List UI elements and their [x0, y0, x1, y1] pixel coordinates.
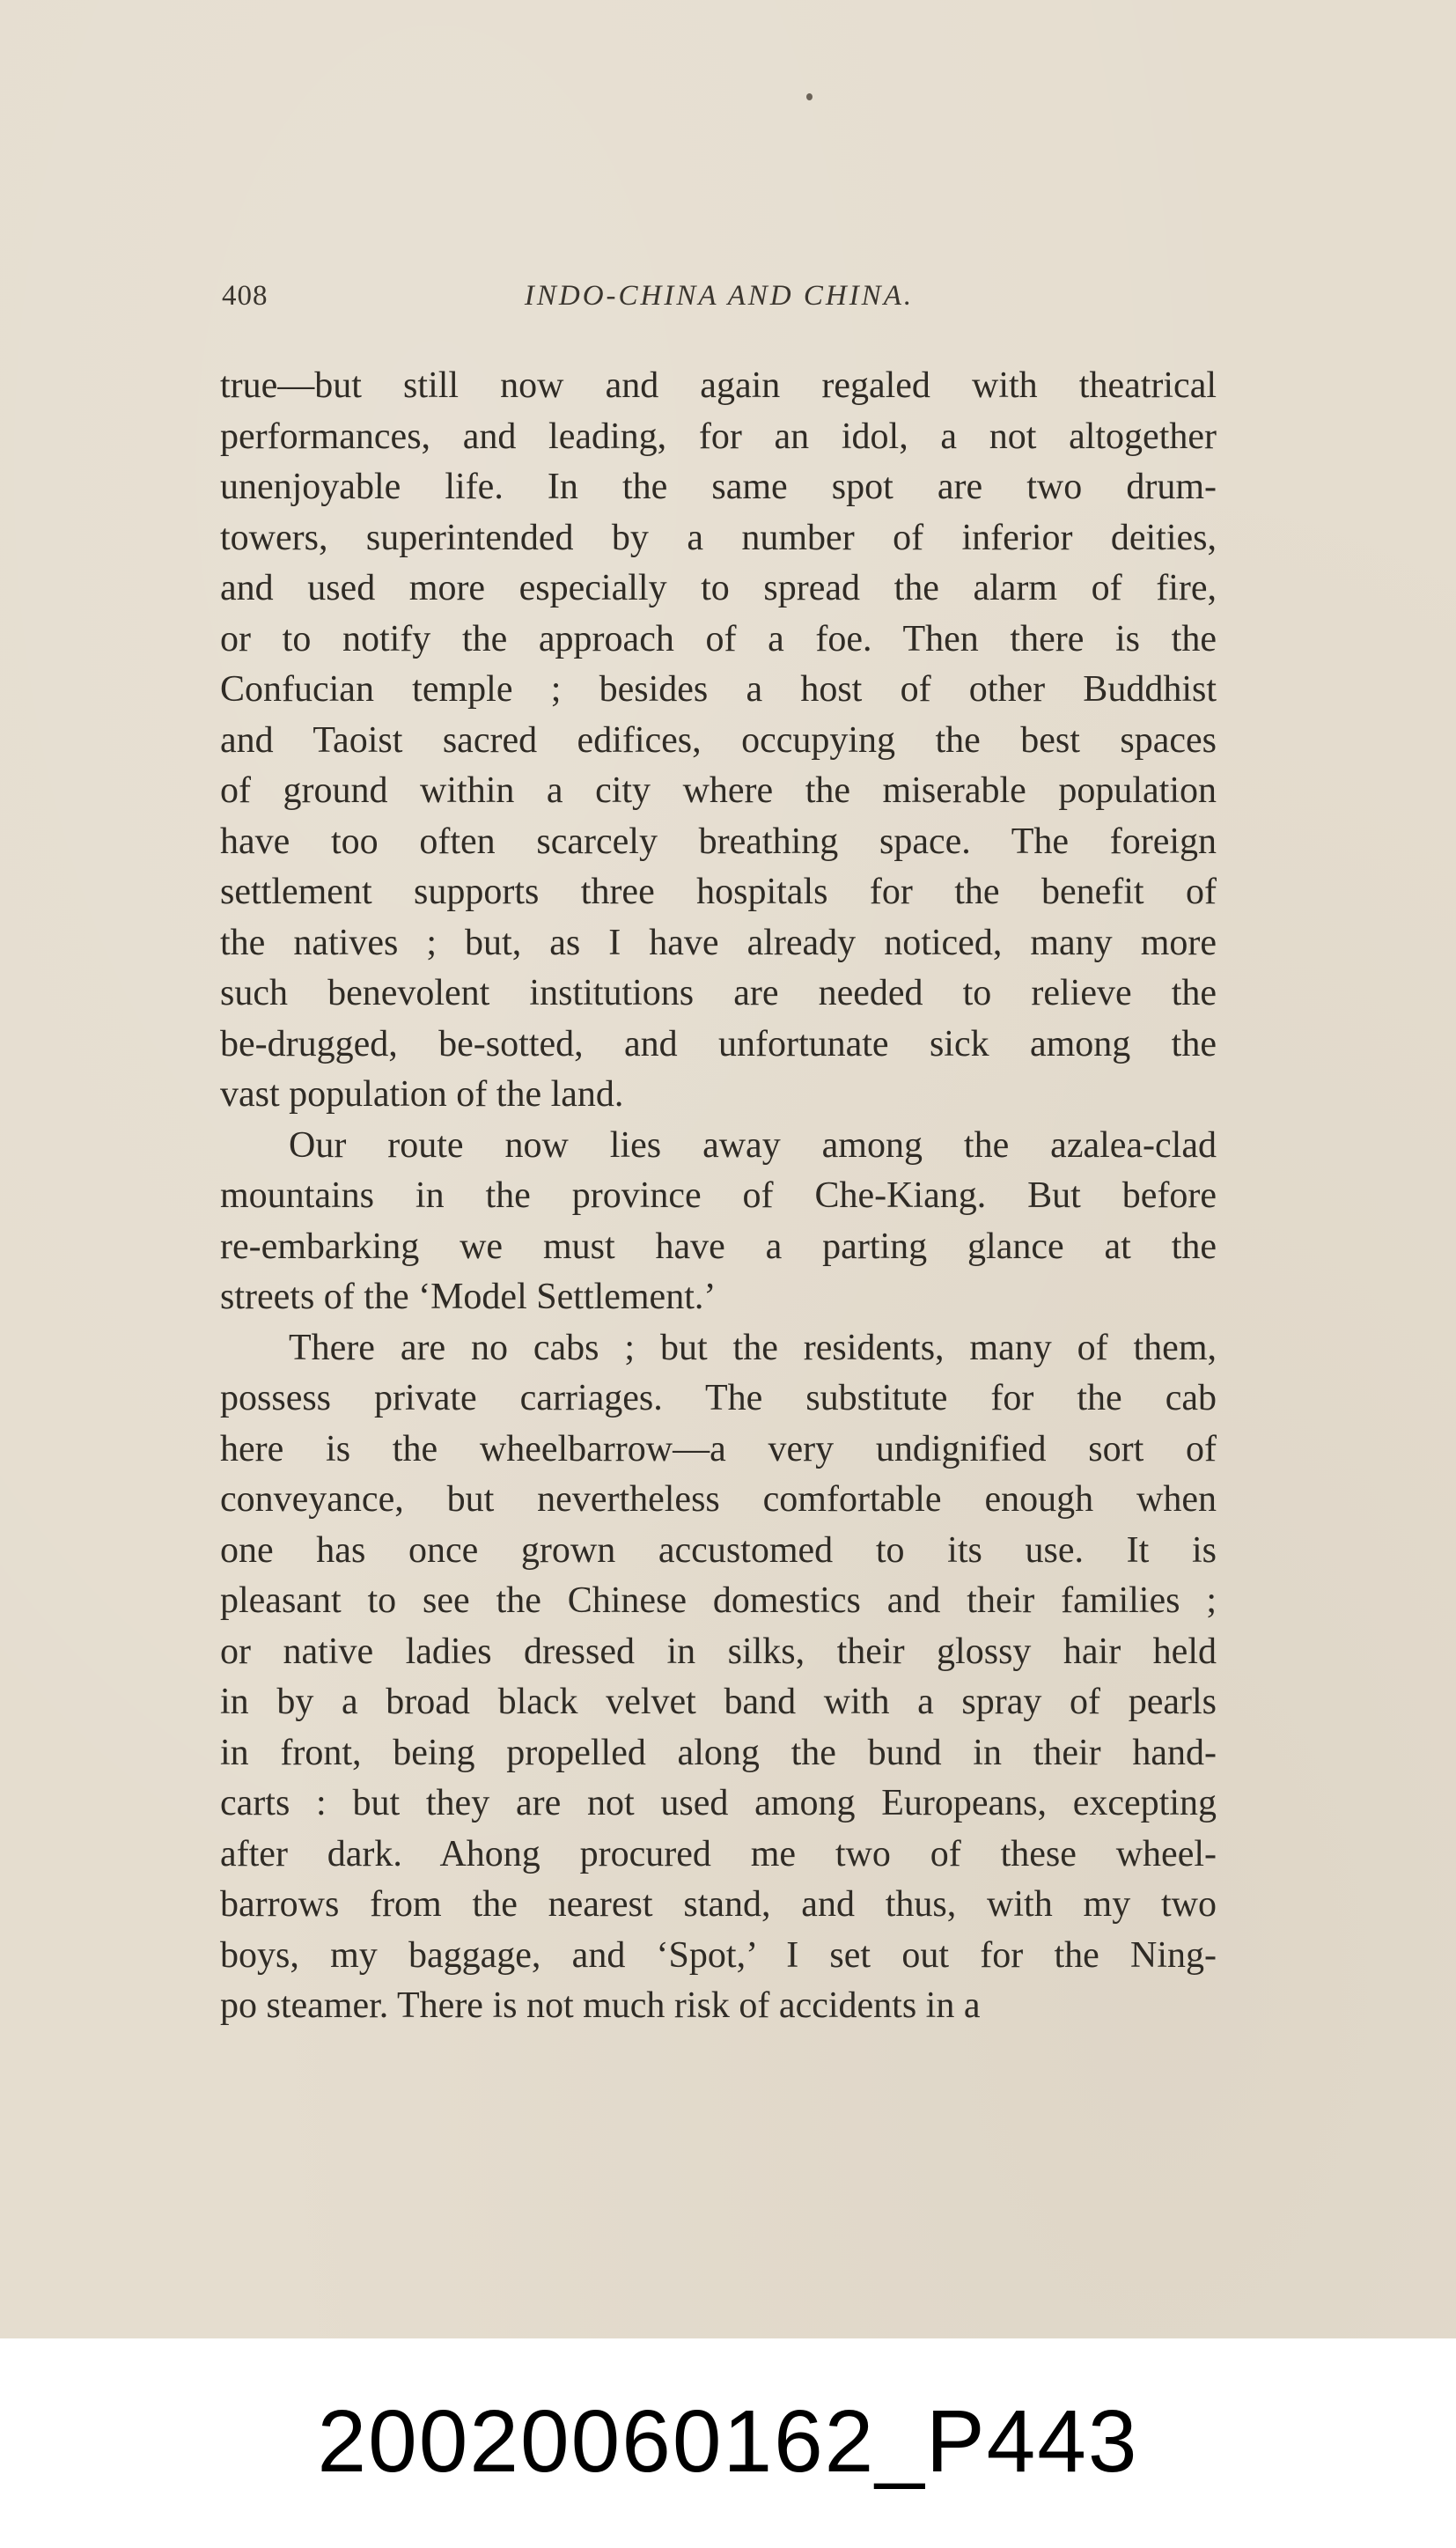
text-line: one has once grown accustomed to its use. It is	[220, 1529, 1217, 1571]
paragraph	[220, 1323, 1217, 2032]
text-line: re-embarking we must have a parting glance at the	[220, 1226, 1217, 1267]
text-line: Our route now lies away among the azalea-clad	[289, 1124, 1217, 1166]
text-line: There are no cabs ; but the residents, many of them,	[289, 1327, 1217, 1368]
paper-speck	[806, 93, 813, 100]
text-line: conveyance, but nevertheless comfortable enough when	[220, 1479, 1217, 1520]
text-line: settlement supports three hospitals for the benefit of	[220, 872, 1217, 912]
text-line: here is the wheelbarrow—a very undignified sort of	[220, 1428, 1217, 1469]
paragraph	[220, 1121, 1217, 1323]
text-line: or native ladies dressed in silks, their glossy hair held	[220, 1631, 1217, 1672]
text-line: such benevolent institutions are needed to relieve the	[220, 973, 1217, 1013]
text-line: the natives ; but, as I have already noticed, many more	[220, 922, 1217, 963]
text-line: performances, and leading, for an idol, a not altogether	[220, 416, 1217, 457]
catalog-label	[0, 2338, 1456, 2548]
text-line: or to notify the approach of a foe. Then there is the	[220, 618, 1217, 659]
text-line: boys, my baggage, and ‘Spot,’ I set out for the Ning-	[220, 1934, 1217, 1976]
text-line: Confucian temple ; besides a host of other Buddhist	[220, 669, 1217, 710]
text-line: streets of the ‘Model Settlement.’	[220, 1277, 717, 1317]
text-line: of ground within a city where the miserable population	[220, 770, 1217, 811]
text-line: after dark. Ahong procured me two of these wheel-	[220, 1833, 1217, 1874]
text-line: and Taoist sacred edifices, occupying the best spaces	[220, 719, 1217, 761]
text-line: and used more especially to spread the alarm of fire,	[220, 568, 1217, 608]
paragraph	[220, 361, 1217, 1121]
running-head	[222, 280, 1217, 324]
text-line: in front, being propelled along the bund in their hand-	[220, 1732, 1217, 1773]
text-line: barrows from the nearest stand, and thus, with my two	[220, 1884, 1217, 1925]
text-line: carts : but they are not used among Europeans, excepting	[220, 1783, 1217, 1823]
text-line: be-drugged, be-sotted, and unfortunate sick among the	[220, 1023, 1217, 1064]
text-line: vast population of the land.	[220, 1074, 624, 1115]
text-line: possess private carriages. The substitute for the cab	[220, 1378, 1217, 1418]
text-line: towers, superintended by a number of inferior deities,	[220, 517, 1217, 558]
text-line: in by a broad black velvet band with a spray of pearls	[220, 1682, 1217, 1722]
page-number: 408	[222, 280, 268, 312]
body-text	[220, 361, 1217, 2032]
text-line: mountains in the province of Che-Kiang. But before	[220, 1175, 1217, 1216]
text-line: true—but still now and again regaled with theatrical	[220, 365, 1217, 406]
text-line: po steamer. There is not much risk of accidents in a	[220, 1985, 981, 2026]
text-line: unenjoyable life. In the same spot are two drum-	[220, 467, 1217, 507]
text-line: pleasant to see the Chinese domestics and their families ;	[220, 1580, 1217, 1621]
running-title: INDO-CHINA AND CHINA.	[524, 280, 915, 312]
catalog-id: 20020060162_P443	[317, 2392, 1139, 2491]
text-line: have too often scarcely breathing space. The foreign	[220, 821, 1217, 862]
